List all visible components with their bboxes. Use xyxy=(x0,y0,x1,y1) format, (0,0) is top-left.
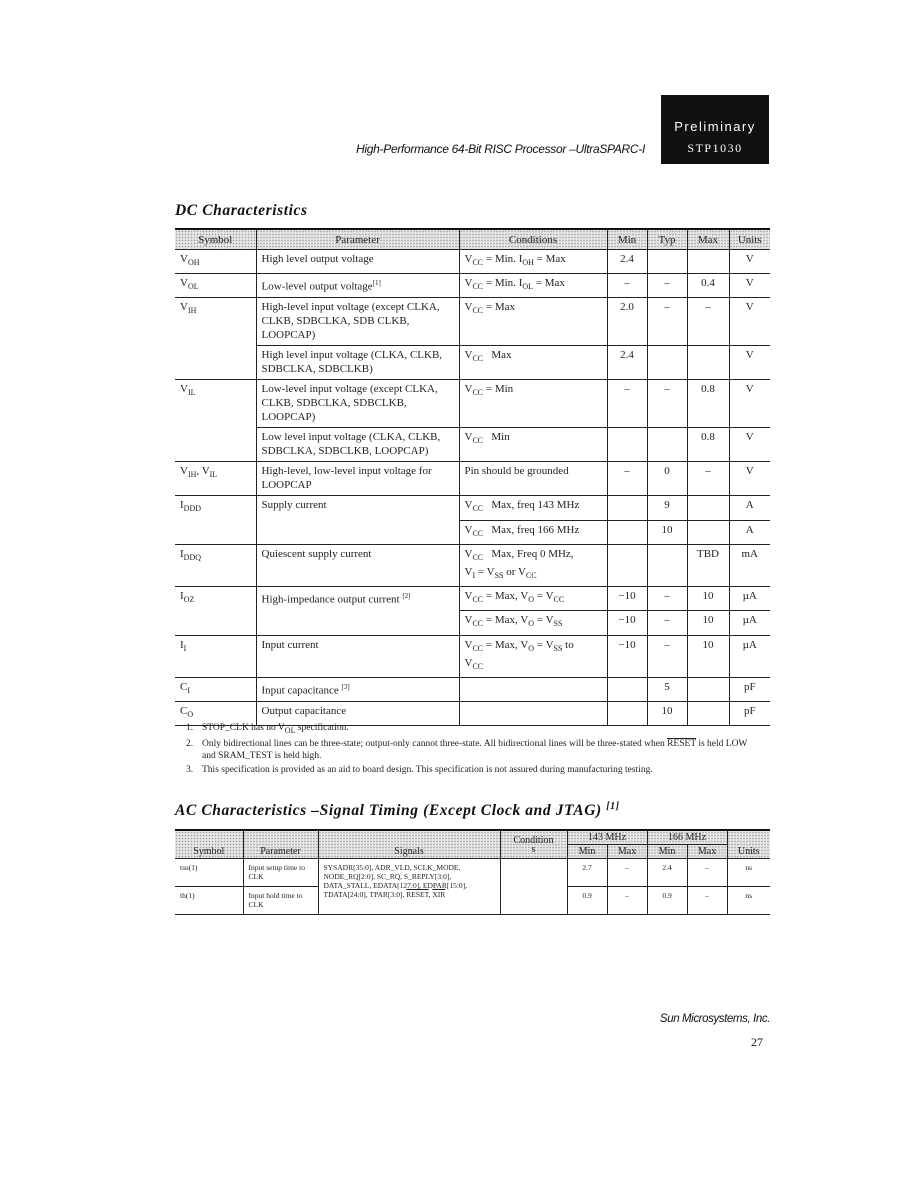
max-143: – xyxy=(607,859,647,887)
symbol: $I_{DDD}$ xyxy=(175,496,256,544)
parameter: Input hold time to CLK xyxy=(243,887,318,915)
max: 10 xyxy=(687,611,729,635)
max xyxy=(687,250,729,274)
units: µA xyxy=(729,611,770,635)
row-vol xyxy=(175,274,770,298)
conditions: $V_{CC}$ Min xyxy=(459,428,607,462)
units: A xyxy=(729,496,770,520)
min: – xyxy=(607,274,647,298)
units: V xyxy=(729,274,770,298)
typ: – xyxy=(647,587,687,611)
units: pF xyxy=(729,677,770,701)
typ xyxy=(647,428,687,462)
col-parameter: Parameter xyxy=(256,229,459,250)
max-143: – xyxy=(607,887,647,915)
row-vil-2 xyxy=(175,428,770,462)
conditions: $V_{CC}$ Max xyxy=(459,346,607,380)
parameter: High-level, low-level input voltage for LOOPCAP xyxy=(256,462,459,496)
max: – xyxy=(687,462,729,496)
col-min-143: Min xyxy=(567,845,607,859)
units: ns xyxy=(727,887,770,915)
col-typ: Typ xyxy=(647,229,687,250)
typ: 10 xyxy=(647,702,687,726)
typ: – xyxy=(647,380,687,428)
row-vih-vil xyxy=(175,462,770,496)
max: TBD xyxy=(687,544,729,586)
footnote-2: 2. Only bidirectional lines can be three-state; output-only cannot three-state. All bidirectional lines will be three-stated when RESET is held LOW and SRAM_TEST is held high. xyxy=(186,739,748,762)
conditions: $V_{CC}$ = Max, $V_O = V_{SS}$ to $V_{CC}$ xyxy=(459,635,607,677)
units: mA xyxy=(729,544,770,586)
units: µA xyxy=(729,587,770,611)
parameter: Low-level input voltage (except CLKA, CLKB, SDBCLKA, SDBCLKB, LOOPCAP) xyxy=(256,380,459,428)
units: V xyxy=(729,298,770,346)
row-vih-1 xyxy=(175,298,770,346)
row-voh xyxy=(175,250,770,274)
col-units: Units xyxy=(727,830,770,859)
min-166: 2.4 xyxy=(647,859,687,887)
max: 0.4 xyxy=(687,274,729,298)
max xyxy=(687,346,729,380)
conditions xyxy=(459,677,607,701)
min: 2.0 xyxy=(607,298,647,346)
row-ci xyxy=(175,677,770,701)
symbol: $I_{OZ}$ xyxy=(175,587,256,635)
symbol: $V_{IH}$ xyxy=(175,298,256,380)
ac-heading: AC Characteristics –Signal Timing (Except Clock and JTAG) [1] xyxy=(175,801,620,820)
row-vil-1 xyxy=(175,380,770,428)
units: V xyxy=(729,428,770,462)
symbol: $V_{IL}$ xyxy=(175,380,256,462)
min: −10 xyxy=(607,611,647,635)
min: – xyxy=(607,462,647,496)
max xyxy=(687,677,729,701)
parameter: Input current xyxy=(256,635,459,677)
conditions: $V_{CC}$ = Max, $V_O = V_{SS}$ xyxy=(459,611,607,635)
ac-row-setup xyxy=(175,859,770,887)
typ xyxy=(647,250,687,274)
row-iddd-1 xyxy=(175,496,770,520)
row-iddq xyxy=(175,544,770,586)
conditions: $V_{CC}$ = Min. $I_{OH}$ = Max xyxy=(459,250,607,274)
signals: SYSADR[35:0], ADR_VLD, SCLK_MODE, NODE_RQ[2:0], SC_RQ, S_REPLY[3:0], DATA_STALL, EDATA[127:0], EDPAR[15:0], TDATA[24:0], TPAR[3:0], RESET, $\overline{XIR}$ xyxy=(318,859,500,915)
preliminary-tag xyxy=(661,95,769,164)
parameter: Supply current xyxy=(256,496,459,544)
min-143: 2.7 xyxy=(567,859,607,887)
symbol: th(1) xyxy=(175,887,243,915)
tag-preliminary: Preliminary xyxy=(674,119,756,134)
ac-table xyxy=(175,829,770,915)
parameter: High level input voltage (CLKA, CLKB, SDBCLKA, SDBCLKB) xyxy=(256,346,459,380)
conditions: $V_{CC}$ = Min xyxy=(459,380,607,428)
symbol: $V_{IH}$, $V_{IL}$ xyxy=(175,462,256,496)
tag-part-number: STP1030 xyxy=(687,141,743,155)
min-143: 0.9 xyxy=(567,887,607,915)
min: −10 xyxy=(607,587,647,611)
symbol: $I_I$ xyxy=(175,635,256,677)
symbol: $V_{OL}$ xyxy=(175,274,256,298)
max-166: – xyxy=(687,859,727,887)
typ: – xyxy=(647,611,687,635)
min xyxy=(607,544,647,586)
max: 0.8 xyxy=(687,380,729,428)
max: 0.8 xyxy=(687,428,729,462)
parameter: Input setup time to CLK xyxy=(243,859,318,887)
min xyxy=(607,496,647,520)
conditions: $V_{CC}$ Max, Freq 0 MHz, $V_I = V_{SS}$ or $V_{CC}$ xyxy=(459,544,607,586)
parameter: Input capacitance [3] xyxy=(256,677,459,701)
conditions: Pin should be grounded xyxy=(459,462,607,496)
parameter: Low level input voltage (CLKA, CLKB, SDBCLKA, SDBCLKB, LOOPCAP) xyxy=(256,428,459,462)
conditions: $V_{CC}$ = Min. $I_{OL}$ = Max xyxy=(459,274,607,298)
units: V xyxy=(729,250,770,274)
min xyxy=(607,520,647,544)
parameter: High-level input voltage (except CLKA, CLKB, SDBCLKA, SDB CLKB, LOOPCAP) xyxy=(256,298,459,346)
typ: 10 xyxy=(647,520,687,544)
max: 10 xyxy=(687,587,729,611)
max: – xyxy=(687,298,729,346)
col-conditions: Condition s xyxy=(500,830,567,859)
running-header: High-Performance 64-Bit RISC Processor –UltraSPARC-I xyxy=(356,142,645,156)
conditions: $V_{CC}$ = Max, $V_O = V_{CC}$ xyxy=(459,587,607,611)
dc-table xyxy=(175,228,770,726)
min-166: 0.9 xyxy=(647,887,687,915)
col-units: Units xyxy=(729,229,770,250)
parameter: High level output voltage xyxy=(256,250,459,274)
col-166mhz: 166 MHz xyxy=(647,830,727,845)
symbol: $V_{OH}$ xyxy=(175,250,256,274)
units: V xyxy=(729,380,770,428)
conditions: $V_{CC}$ Max, freq 143 MHz xyxy=(459,496,607,520)
units: ns xyxy=(727,859,770,887)
parameter: High-impedance output current [2] xyxy=(256,587,459,635)
min: – xyxy=(607,380,647,428)
row-vih-2 xyxy=(175,346,770,380)
col-symbol: Symbol xyxy=(175,229,256,250)
max xyxy=(687,520,729,544)
row-ioz-1 xyxy=(175,587,770,611)
units: V xyxy=(729,346,770,380)
units: pF xyxy=(729,702,770,726)
symbol: $I_{DDQ}$ xyxy=(175,544,256,586)
parameter: Quiescent supply current xyxy=(256,544,459,586)
symbol: tsu(1) xyxy=(175,859,243,887)
parameter: Output capacitance xyxy=(256,702,459,726)
ac-header-row-1 xyxy=(175,830,770,845)
units: V xyxy=(729,462,770,496)
typ: 0 xyxy=(647,462,687,496)
dc-footnotes xyxy=(186,722,756,777)
max xyxy=(687,496,729,520)
typ: – xyxy=(647,635,687,677)
typ: 9 xyxy=(647,496,687,520)
col-symbol: Symbol xyxy=(175,830,243,859)
symbol: $C_O$ xyxy=(175,702,256,726)
dc-heading: DC Characteristics xyxy=(175,202,308,219)
min xyxy=(607,677,647,701)
symbol: $C_I$ xyxy=(175,677,256,701)
min xyxy=(607,428,647,462)
parameter: Low-level output voltage[1] xyxy=(256,274,459,298)
conditions xyxy=(500,859,567,915)
units: µA xyxy=(729,635,770,677)
typ: 5 xyxy=(647,677,687,701)
col-max-166: Max xyxy=(687,845,727,859)
col-parameter: Parameter xyxy=(243,830,318,859)
min: 2.4 xyxy=(607,346,647,380)
page-number: 27 xyxy=(751,1035,763,1049)
units: A xyxy=(729,520,770,544)
dc-header-row xyxy=(175,229,770,250)
typ xyxy=(647,544,687,586)
conditions: $V_{CC}$ Max, freq 166 MHz xyxy=(459,520,607,544)
typ xyxy=(647,346,687,380)
footnote-1: 1. STOP_CLK has no $V_{OL}$ specification. xyxy=(186,723,349,735)
typ: – xyxy=(647,274,687,298)
typ: – xyxy=(647,298,687,346)
max-166: – xyxy=(687,887,727,915)
col-max-143: Max xyxy=(607,845,647,859)
footnote-3: 3. This specification is provided as an aid to board design. This specification is not assured during manufacturing testing. xyxy=(186,764,653,775)
min: −10 xyxy=(607,635,647,677)
col-min: Min xyxy=(607,229,647,250)
col-max: Max xyxy=(687,229,729,250)
conditions: $V_{CC}$ = Max xyxy=(459,298,607,346)
min: 2.4 xyxy=(607,250,647,274)
col-143mhz: 143 MHz xyxy=(567,830,647,845)
max: 10 xyxy=(687,635,729,677)
col-conditions: Conditions xyxy=(459,229,607,250)
col-min-166: Min xyxy=(647,845,687,859)
col-signals: Signals xyxy=(318,830,500,859)
company-footer: Sun Microsystems, Inc. xyxy=(659,1013,770,1025)
row-ii xyxy=(175,635,770,677)
